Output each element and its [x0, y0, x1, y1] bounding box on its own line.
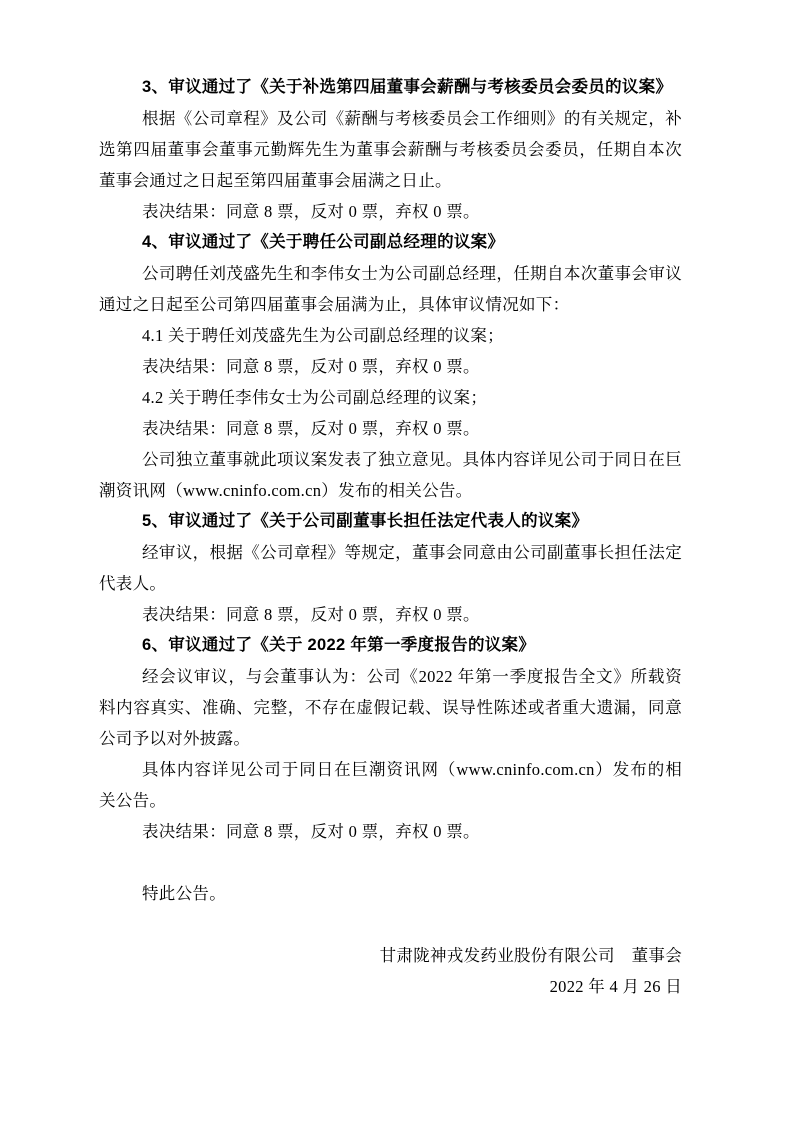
resolution-5-body: 经审议，根据《公司章程》等规定，董事会同意由公司副董事长担任法定代表人。 — [99, 543, 682, 593]
signature-company: 甘肃陇神戎发药业股份有限公司 董事会 — [379, 946, 682, 965]
resolution-4-subitem-1: 4.1 关于聘任刘茂盛先生为公司副总经理的议案； — [142, 326, 504, 345]
blank-line — [99, 909, 682, 940]
resolution-4-subitem-1-vote-result: 表决结果：同意 8 票，反对 0 票，弃权 0 票。 — [142, 357, 480, 376]
resolution-3-vote-result: 表决结果：同意 8 票，反对 0 票，弃权 0 票。 — [142, 202, 480, 221]
resolution-4-heading: 4、审议通过了《关于聘任公司副总经理的议案》 — [142, 233, 505, 251]
resolution-5-heading: 5、审议通过了《关于公司副董事长担任法定代表人的议案》 — [142, 512, 589, 530]
resolution-3-body: 根据《公司章程》及公司《薪酬与考核委员会工作细则》的有关规定，补选第四届董事会董事元勤辉先生为董事会薪酬与考核委员会委员，任期自本次董事会通过之日起至第四届董事会届满之日止。 — [99, 109, 682, 190]
announcement-body — [99, 72, 682, 1002]
signature-date: 2022 年 4 月 26 日 — [549, 977, 682, 996]
blank-line — [99, 847, 682, 878]
resolution-6-heading: 6、审议通过了《关于 2022 年第一季度报告的议案》 — [142, 636, 536, 654]
resolution-6-disclosure: 具体内容详见公司于同日在巨潮资讯网（www.cninfo.com.cn）发布的相关公告。 — [99, 760, 682, 810]
resolution-4-subitem-2-vote-result: 表决结果：同意 8 票，反对 0 票，弃权 0 票。 — [142, 419, 480, 438]
resolution-4-independent-opinion: 公司独立董事就此项议案发表了独立意见。具体内容详见公司于同日在巨潮资讯网（www.cninfo.com.cn）发布的相关公告。 — [99, 450, 682, 500]
resolution-5-vote-result: 表决结果：同意 8 票，反对 0 票，弃权 0 票。 — [142, 605, 480, 624]
closing-statement: 特此公告。 — [142, 884, 226, 903]
resolution-4-body: 公司聘任刘茂盛先生和李伟女士为公司副总经理，任期自本次董事会审议通过之日起至公司第四届董事会届满为止，具体审议情况如下： — [99, 264, 682, 314]
resolution-6-body: 经会议审议，与会董事认为：公司《2022 年第一季度报告全文》所载资料内容真实、准确、完整，不存在虚假记载、误导性陈述或者重大遗漏，同意公司予以对外披露。 — [99, 667, 682, 748]
resolution-3-heading: 3、审议通过了《关于补选第四届董事会薪酬与考核委员会委员的议案》 — [142, 78, 673, 96]
resolution-6-vote-result: 表决结果：同意 8 票，反对 0 票，弃权 0 票。 — [142, 822, 480, 841]
resolution-4-subitem-2: 4.2 关于聘任李伟女士为公司副总经理的议案； — [142, 388, 488, 407]
